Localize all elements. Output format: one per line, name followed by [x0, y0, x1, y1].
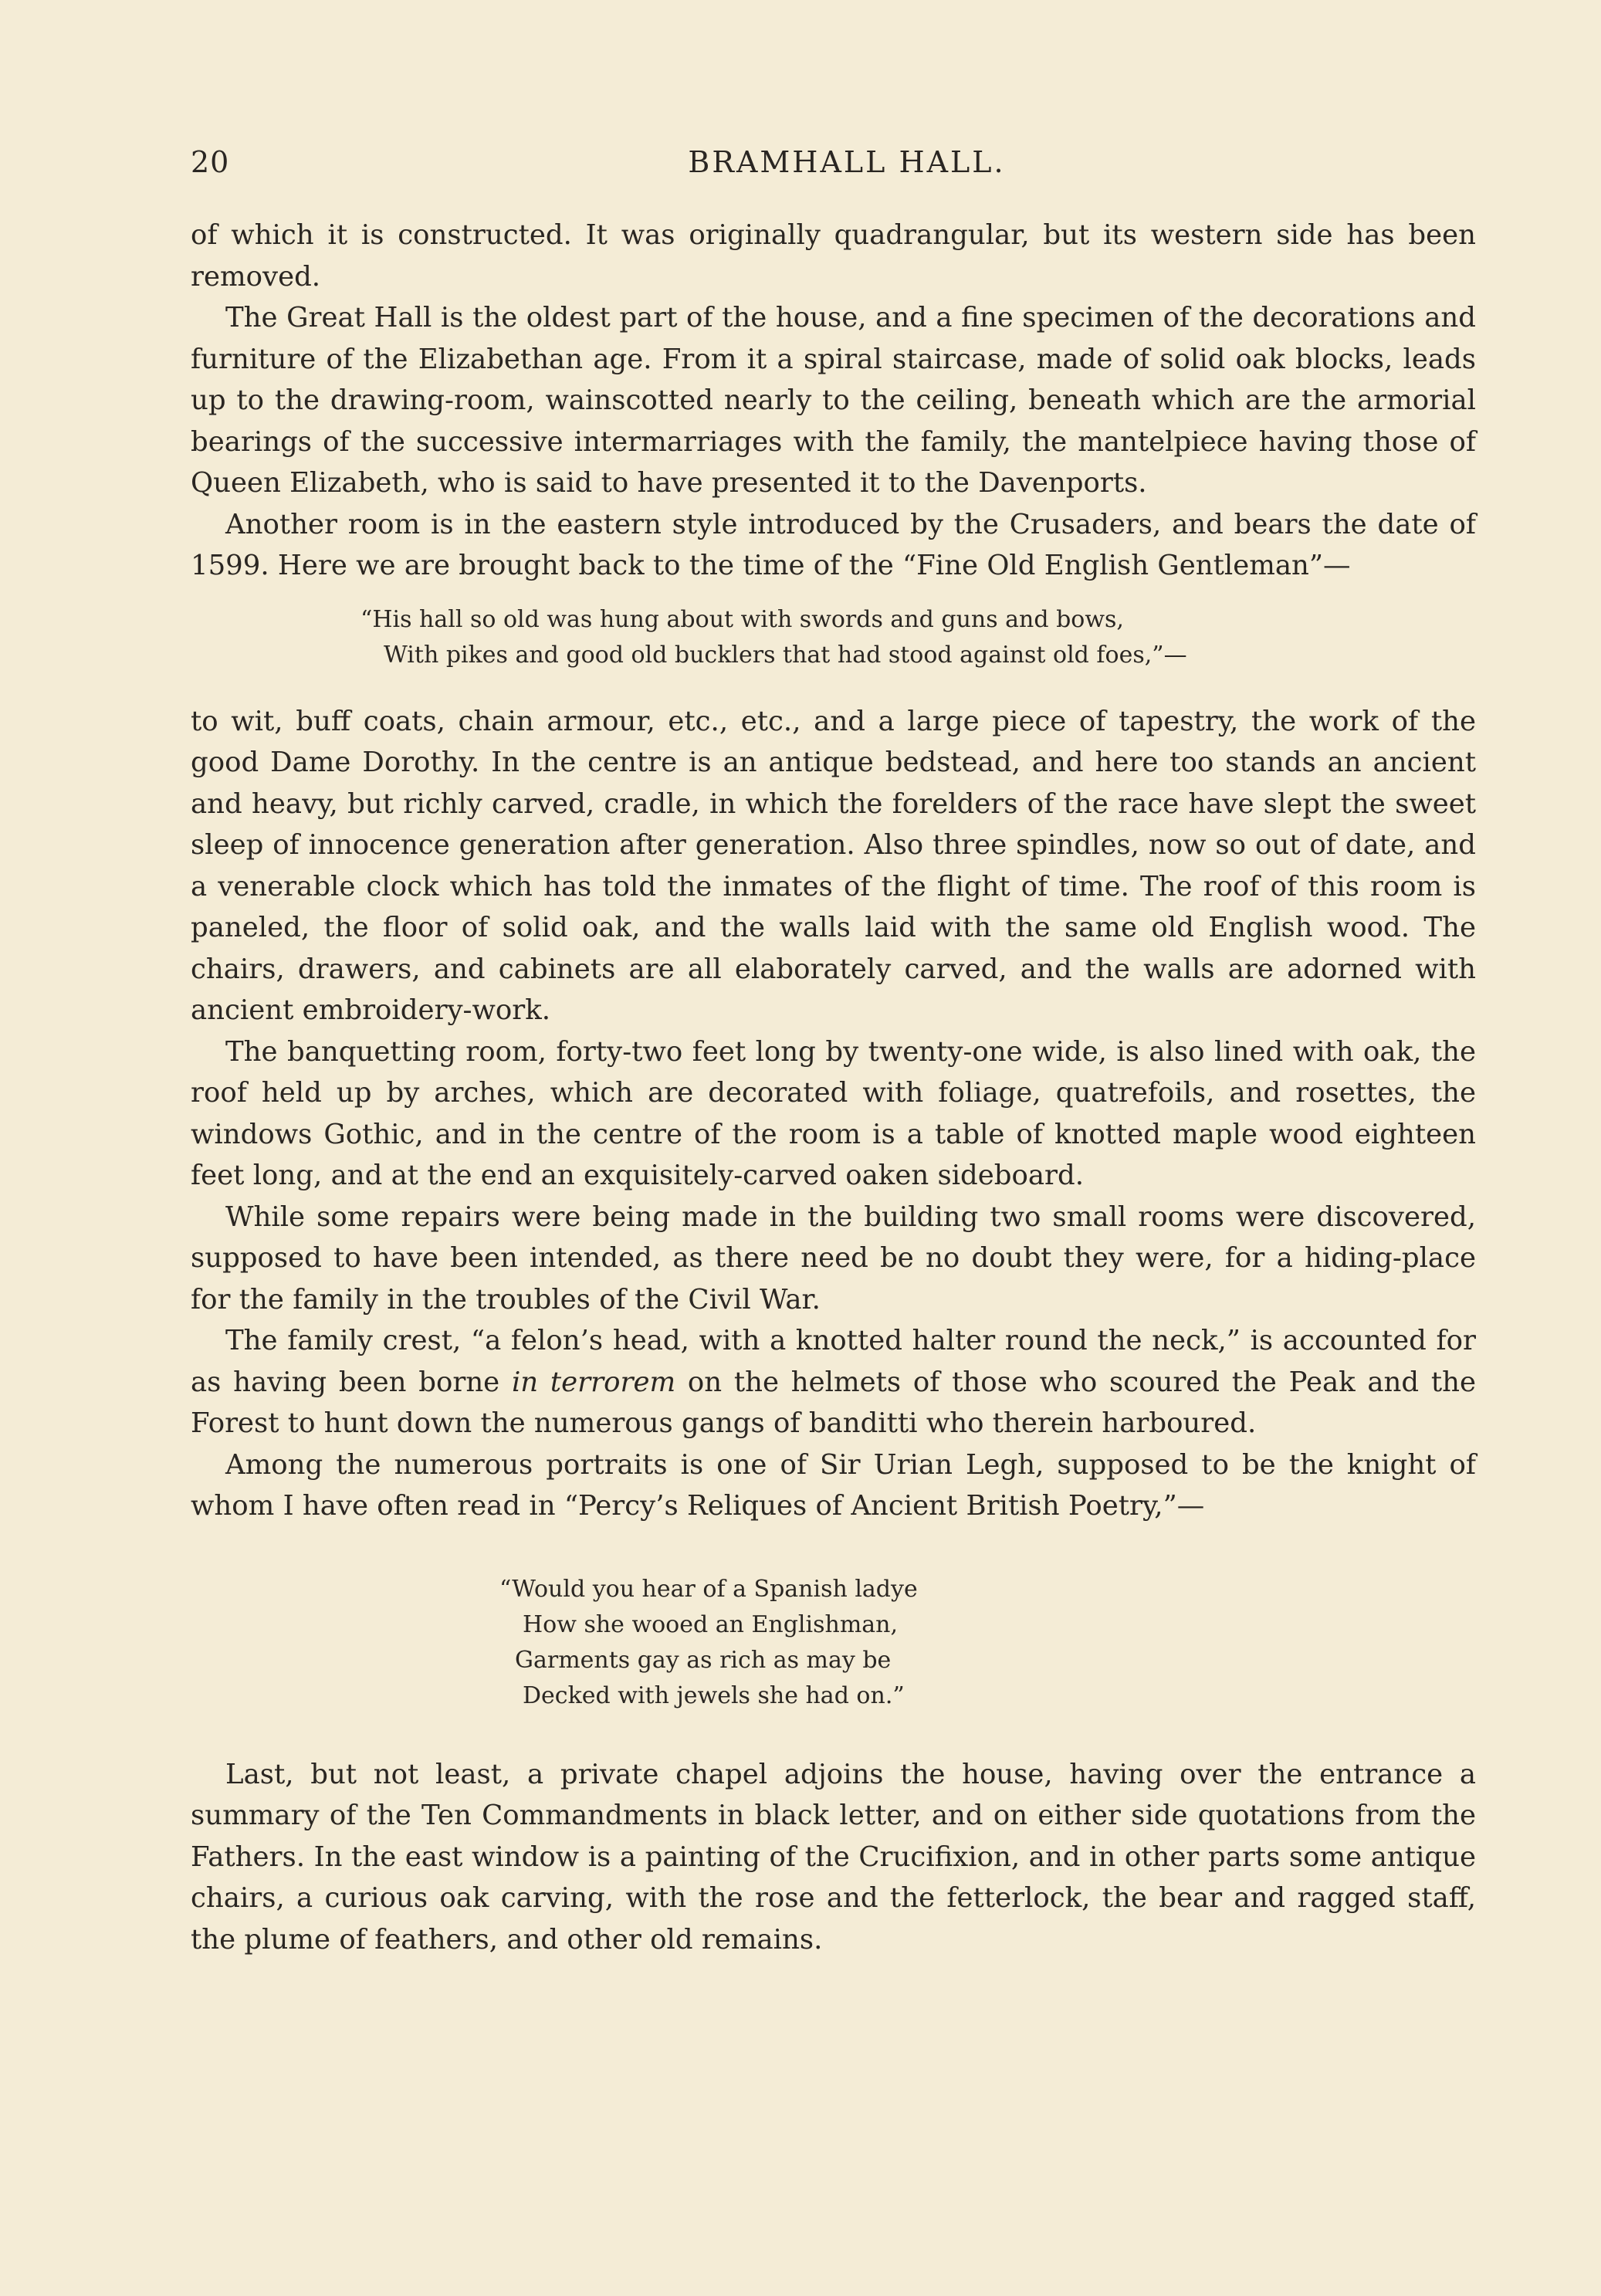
- paragraph: Another room is in the eastern style introduced by the Crusaders, and bears the date of 1599. Here we are brought back to the time of the “Fine Old English Gentleman”—: [191, 508, 1476, 581]
- paragraph: The Great Hall is the oldest part of the house, and a fine specimen of the decorations and furniture of the Elizabethan age. From it a spiral staircase, made of solid oak blocks, leads up to the drawing-room, wainscotted nearly to the ceiling, beneath which are the armorial bearings of the successive intermarriages with the family, the mantelpiece having those of Queen Elizabeth, who is said to have presented it to the Davenports.: [191, 302, 1476, 499]
- paragraph: The banquetting room, forty-two feet long by twenty-one wide, is also lined with oak, the roof held up by arches, which are decorated with foliage, quatrefoils, and rosettes, the windows Gothic, and in the centre of the room is a table of knotted maple wood eighteen feet long, and at the end an exquisitely-carved oaken sideboard.: [191, 1035, 1476, 1191]
- verse-line: Garments gay as rich as may be: [515, 1646, 892, 1674]
- page-header: [191, 145, 1472, 185]
- paragraph: of which it is constructed. It was originally quadrangular, but its western side has been removed.: [191, 219, 1476, 293]
- italic-phrase: in terrorem: [511, 1366, 676, 1398]
- verse-quotation: [360, 587, 1476, 701]
- running-head: BRAMHALL HALL.: [688, 145, 1006, 179]
- verse-line: “His hall so old was hung about with swords and guns and bows,: [360, 605, 1124, 633]
- paragraph-text: The family crest, “a felon’s head, with a knotted halter round the neck,” is accounted for as having been borne: [191, 1325, 1476, 1398]
- paragraph: to wit, buff coats, chain armour, etc., etc., and a large piece of tapestry, the work of the good Dame Dorothy. In the centre is an antique bedstead, and here too stands an ancient and heavy, but richly carved, cradle, in which the forelders of the race have slept the sweet sleep of innocence generation after generation. Also three spindles, now so out of date, and a venerable clock which has told the inmates of the flight of time. The roof of this room is paneled, the floor of solid oak, and the walls laid with the same old English wood. The chairs, drawers, and cabinets are all elaborately carved, and the walls are adorned with ancient embroidery-work.: [191, 705, 1476, 1026]
- paragraph-text: on the helmets of those who scoured the Peak and the Forest to hunt down the numerous gangs of banditti who therein harboured.: [191, 1366, 1477, 1439]
- body-text: [191, 215, 1476, 1960]
- verse-line: How she wooed an Englishman,: [523, 1610, 899, 1638]
- verse-line: Decked with jewels she had on.”: [523, 1681, 905, 1709]
- verse-line: With pikes and good old bucklers that had stood against old foes,”—: [384, 641, 1187, 669]
- page-number: 20: [191, 145, 230, 179]
- paragraph: [191, 1320, 1476, 1444]
- paragraph: While some repairs were being made in the building two small rooms were discovered, supposed to have been intended, as there need be no doubt they were, for a hiding-place for the family in the troubles of the Civil War.: [191, 1200, 1476, 1316]
- verse-line: “Would you hear of a Spanish ladye: [499, 1575, 918, 1603]
- verse-quotation: [499, 1527, 1476, 1754]
- paragraph: Last, but not least, a private chapel adjoins the house, having over the entrance a summary of the Ten Commandments in black letter, and on either side quotations from the Fathers. In the east window is a painting of the Crucifixion, and in other parts some antique chairs, a curious oak carving, with the rose and the fetterlock, the bear and ragged staff, the plume of feathers, and other old remains.: [191, 1758, 1476, 1956]
- paragraph: Among the numerous portraits is one of Sir Urian Legh, supposed to be the knight of whom I have often read in “Percy’s Reliques of Ancient British Poetry,”—: [191, 1448, 1476, 1522]
